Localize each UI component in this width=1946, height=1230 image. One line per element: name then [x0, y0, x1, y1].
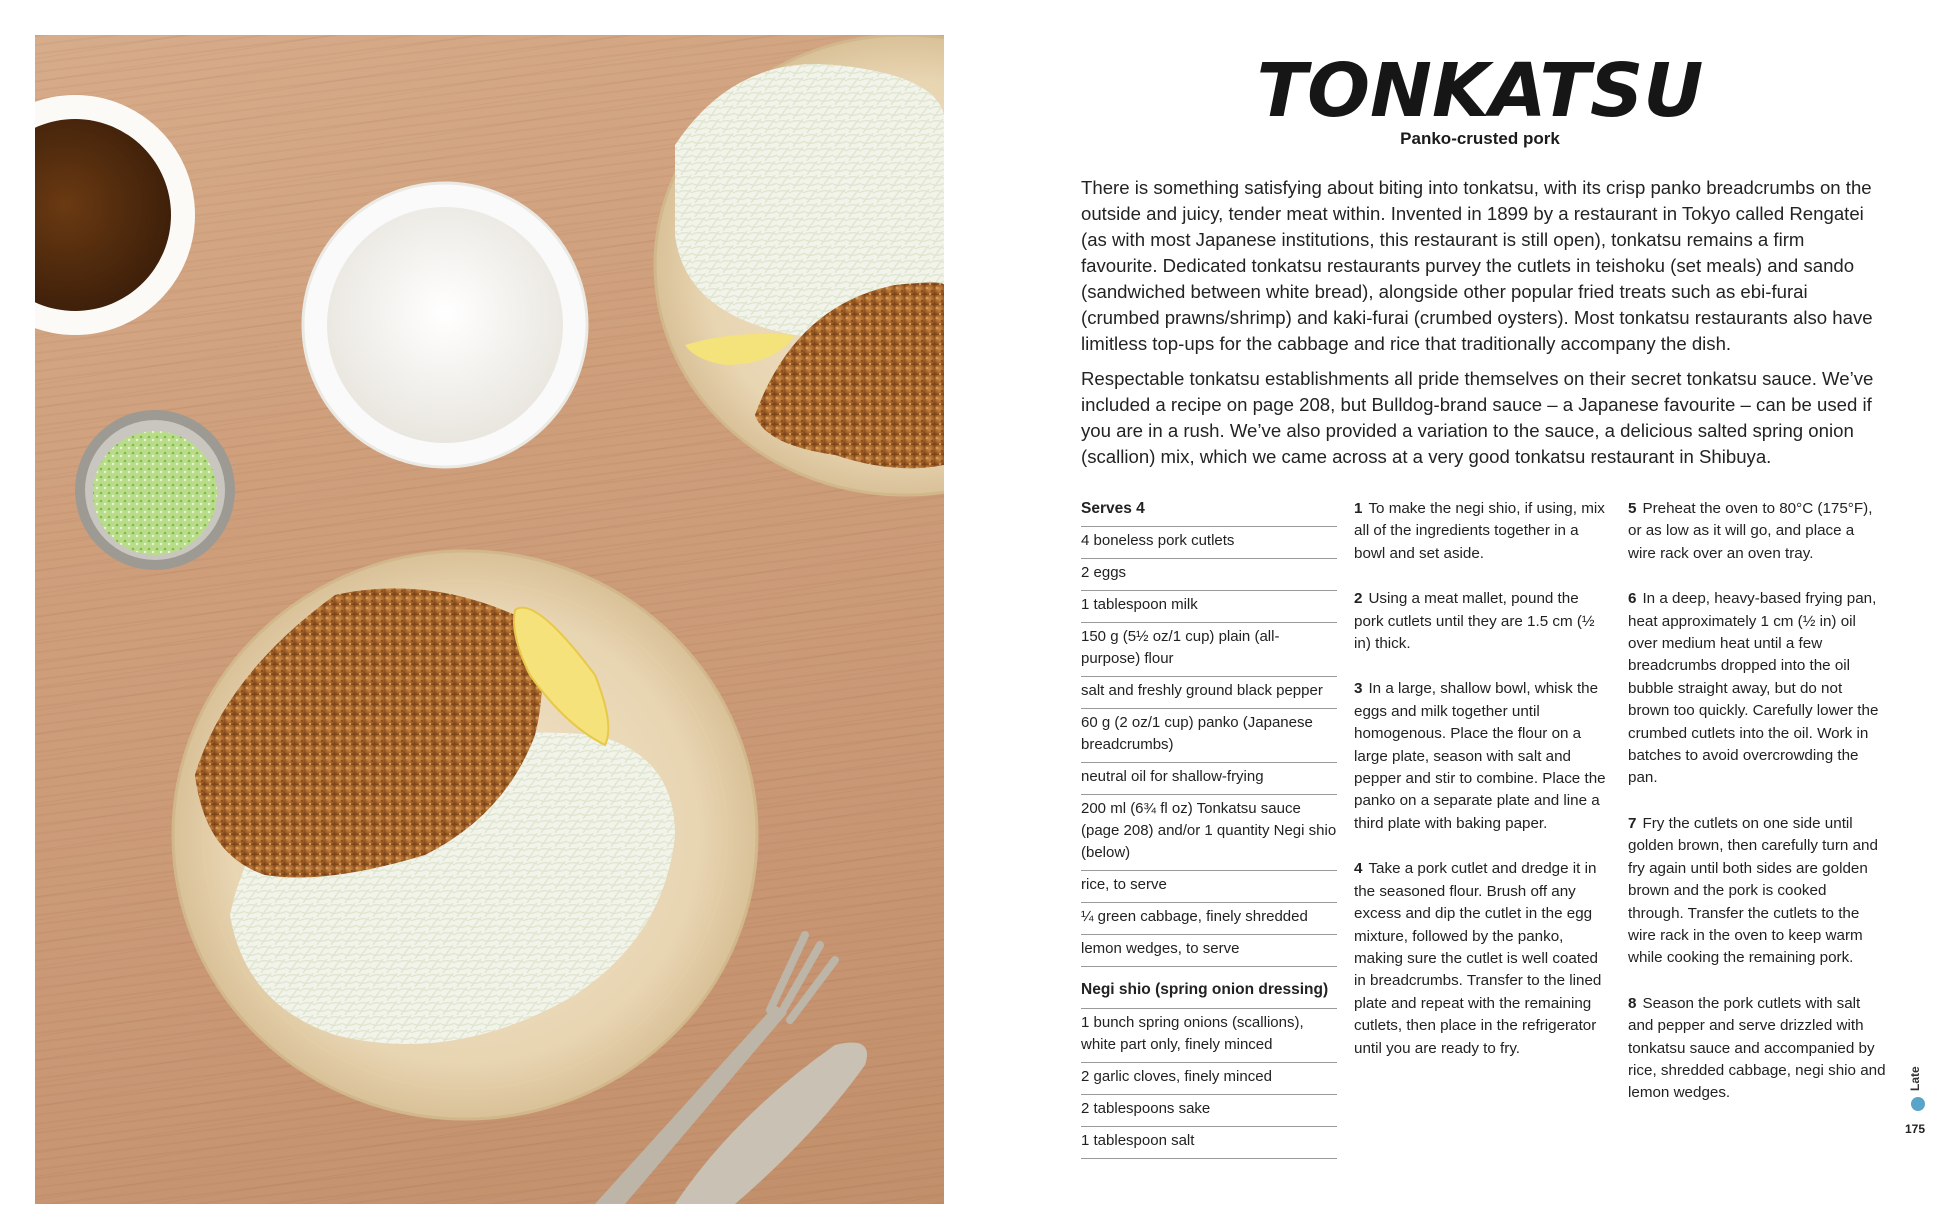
method-step — [1354, 858, 1612, 1060]
step-number: 6 — [1628, 590, 1637, 608]
page-number: 175 — [1904, 1122, 1926, 1136]
food-illustration — [35, 35, 944, 1204]
recipe-header — [1100, 50, 1860, 150]
step-number: 7 — [1628, 814, 1637, 832]
ingredient-item: 1 tablespoon milk — [1081, 591, 1337, 623]
recipe-title: TONKATSU — [1256, 48, 1704, 134]
ingredients-list — [1081, 498, 1337, 1159]
step-number: 5 — [1628, 500, 1637, 517]
negi-shio-heading: Negi shio (spring onion dressing) — [1081, 967, 1337, 1008]
step-number: 1 — [1354, 500, 1363, 517]
method-step — [1354, 588, 1612, 655]
method-step — [1628, 498, 1886, 565]
rice — [327, 207, 563, 443]
ingredient-item: 2 eggs — [1081, 559, 1337, 591]
step-text: Season the pork cutlets with salt and pepper and serve drizzled with tonkatsu sauce and accompanied by rice, shredded cabbage, negi shio and lemon wedges. — [1628, 994, 1886, 1102]
ingredient-item: salt and freshly ground black pepper — [1081, 677, 1337, 709]
food-photo — [35, 35, 944, 1204]
ingredient-item: 1 bunch spring onions (scallions), white part only, finely minced — [1081, 1009, 1337, 1063]
negi-shio — [93, 431, 217, 555]
step-text: Take a pork cutlet and dredge it in the seasoned flour. Brush off any excess and dip the cutlet in the egg mixture, followed by the panko, making sure the cutlet is well coated in breadcrumbs. Transfer to the lined plate and repeat with the remaining cutlets, then place in the refrigerator until you are ready to fry. — [1354, 860, 1602, 1057]
section-label: Late — [1908, 1066, 1922, 1092]
intro-paragraph: There is something satisfying about biting into tonkatsu, with its crisp panko breadcrumbs on the outside and juicy, tender meat within. Invented in 1899 by a restaurant in Tokyo called Rengatei (as with most Japanese institutions, this restaurant is still open), tonkatsu remains a firm favourite. Dedicated tonkatsu restaurants purvey the cutlets in teishoku (set meals) and sando (sandwiched between white bread), alongside other popular fried treats such as ebi-furai (crumbed prawns/shrimp) and kaki-furai (crumbed oysters). Most tonkatsu restaurants also have limitless top-ups for the cabbage and rice that traditionally accompany the dish. — [1081, 177, 1873, 354]
step-number: 2 — [1354, 590, 1363, 608]
step-text: In a large, shallow bowl, whisk the eggs and milk together until homogenous. Place the flour on a large plate, season with salt and pepper and stir to combine. Place the panko on a separate plate and line a third plate with baking paper. — [1354, 680, 1606, 832]
method-step — [1628, 588, 1886, 790]
step-text: Fry the cutlets on one side until golden brown, then carefully turn and fry again until both sides are golden brown and the pork is cooked through. Transfer the cutlets to the wire rack in the oven to keep warm while cooking the remaining pork. — [1628, 814, 1878, 967]
ingredient-item: rice, to serve — [1081, 871, 1337, 903]
serves-heading: Serves 4 — [1081, 498, 1337, 527]
intro-text — [1081, 175, 1881, 479]
method-column-1 — [1354, 498, 1612, 1083]
step-number: 8 — [1628, 994, 1637, 1012]
ingredient-item: lemon wedges, to serve — [1081, 935, 1337, 967]
ingredient-item: 200 ml (6¾ fl oz) Tonkatsu sauce (page 208) and/or 1 quantity Negi shio (below) — [1081, 795, 1337, 871]
ingredient-item: neutral oil for shallow-frying — [1081, 763, 1337, 795]
knife — [675, 1043, 867, 1205]
method-step — [1354, 498, 1612, 565]
step-number: 4 — [1354, 860, 1363, 878]
step-text: In a deep, heavy-based frying pan, heat approximately 1 cm (½ in) oil over medium heat until a few breadcrumbs dropped into the oil bubble straight away, but do not brown too quickly. Carefully lower the crumbed cutlets into the oil. Work in batches to avoid overcrowding the pan. — [1628, 590, 1879, 787]
intro-paragraph: Respectable tonkatsu establishments all pride themselves on their secret tonkatsu sauce. We’ve included a recipe on page 208, but Bulldog-brand sauce – a Japanese favourite – can be used if you are in a rush. We’ve also provided a variation to the sauce, a delicious salted spring onion (scallion) mix, which we came across at a very good tonkatsu restaurant in Shibuya. — [1081, 368, 1874, 467]
method-step — [1628, 993, 1886, 1105]
section-dot-icon — [1911, 1097, 1925, 1111]
method-step — [1628, 813, 1886, 970]
step-text: To make the negi shio, if using, mix all of the ingredients together in a bowl and set aside. — [1354, 500, 1605, 562]
ingredient-item: 4 boneless pork cutlets — [1081, 527, 1337, 559]
method-step — [1354, 678, 1612, 835]
step-text: Preheat the oven to 80°C (175°F), or as low as it will go, and place a wire rack over an oven tray. — [1628, 500, 1873, 562]
recipe-subtitle: Panko-crusted pork — [1400, 129, 1560, 148]
step-number: 3 — [1354, 680, 1363, 698]
ingredient-item: 150 g (5½ oz/1 cup) plain (all-purpose) flour — [1081, 623, 1337, 677]
ingredient-item: 60 g (2 oz/1 cup) panko (Japanese breadcrumbs) — [1081, 709, 1337, 763]
ingredient-item: ¼ green cabbage, finely shredded — [1081, 903, 1337, 935]
method-column-2 — [1628, 498, 1886, 1128]
ingredient-item: 1 tablespoon salt — [1081, 1127, 1337, 1159]
ingredient-item: 2 tablespoons sake — [1081, 1095, 1337, 1127]
ingredient-item: 2 garlic cloves, finely minced — [1081, 1063, 1337, 1095]
step-text: Using a meat mallet, pound the pork cutlets until they are 1.5 cm (½ in) thick. — [1354, 590, 1595, 653]
